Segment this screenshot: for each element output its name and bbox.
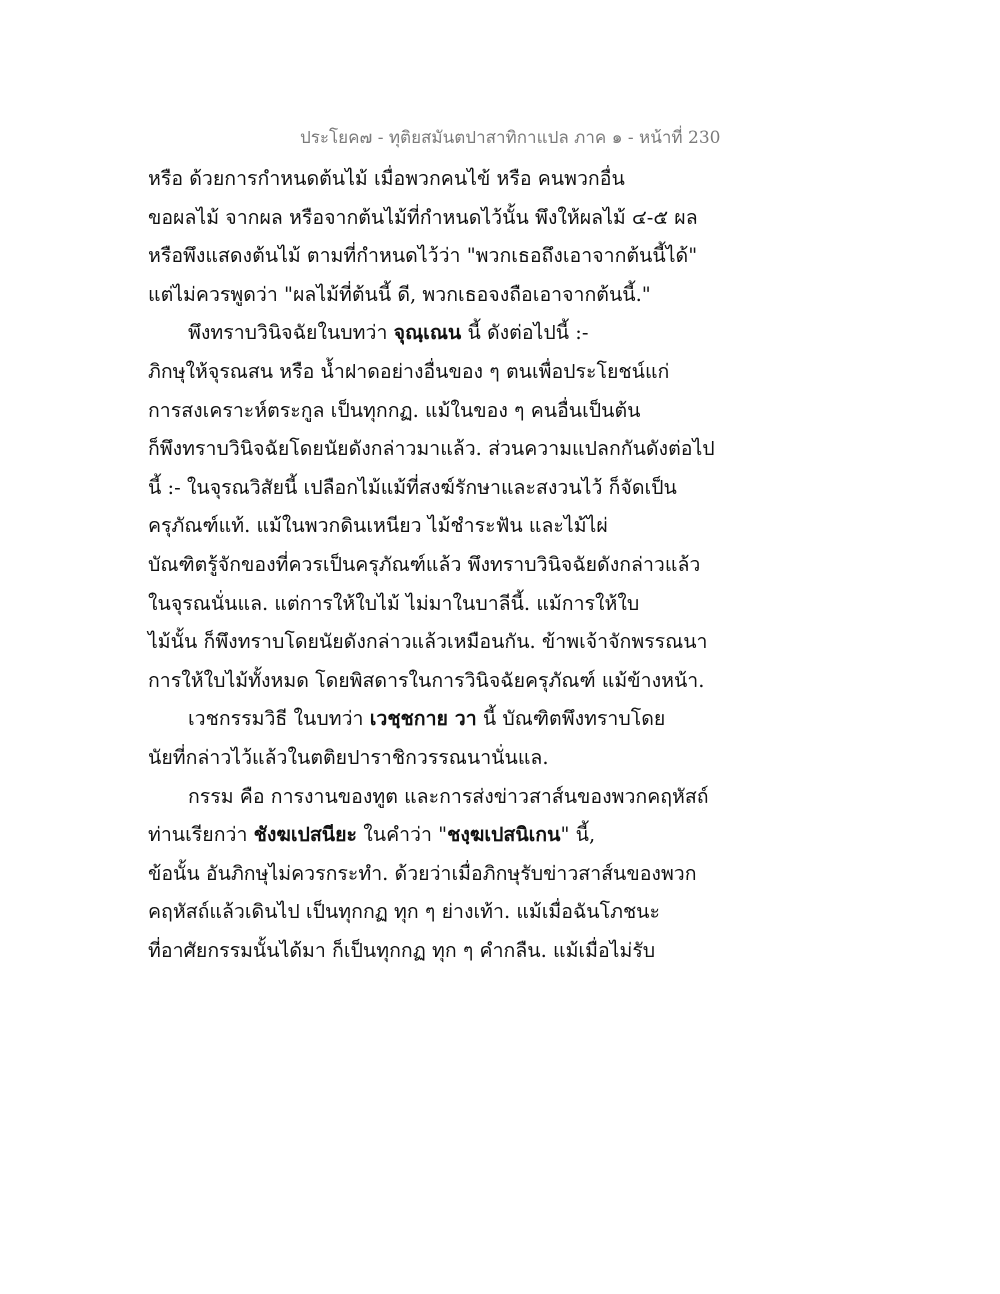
bold-term: ชงฺฆเปสนิเกน bbox=[447, 823, 561, 847]
text-line bbox=[148, 816, 728, 855]
text-segment: ข้อนั้น อันภิกษุไม่ควรกระทำ. ด้วยว่าเมื่อภิกษุรับข่าวสาส์นของพวก bbox=[148, 861, 697, 885]
text-line bbox=[148, 314, 728, 353]
text-segment: ขอผลไม้ จากผล หรือจากต้นไม้ที่กำหนดไว้นั้น พึงให้ผลไม้ ๔-๕ ผล bbox=[148, 205, 698, 229]
text-segment: หรือพึงแสดงต้นไม้ ตามที่กำหนดไว้ว่า "พวกเธอถึงเอาจากต้นนี้ได้" bbox=[148, 244, 698, 268]
text-line bbox=[148, 585, 728, 624]
text-segment: แต่ไม่ควรพูดว่า "ผลไม้ที่ต้นนี้ ดี, พวกเธอจงถือเอาจากต้นนี้." bbox=[148, 282, 651, 306]
bold-term: จุณฺเณน bbox=[393, 321, 462, 345]
text-segment: ไม้นั้น ก็พึงทราบโดยนัยดังกล่าวแล้วเหมือนกัน. ข้าพเจ้าจักพรรณนา bbox=[148, 630, 708, 654]
text-segment: คฤหัสถ์แล้วเดินไป เป็นทุกกฏ ทุก ๆ ย่างเท้า. แม้เมื่อฉันโภชนะ bbox=[148, 900, 660, 924]
text-line bbox=[148, 739, 728, 778]
bold-term: ชังฆเปสนียะ bbox=[253, 823, 358, 847]
text-segment: กรรม คือ การงานของทูต และการส่งข่าวสาส์นของพวกคฤหัสถ์ bbox=[188, 784, 709, 808]
text-segment: ในจุรณนั่นแล. แต่การให้ใบไม้ ไม่มาในบาลีนี้. แม้การให้ใบ bbox=[148, 591, 640, 615]
text-segment: พึงทราบวินิจฉัยในบทว่า bbox=[188, 321, 394, 345]
text-line bbox=[148, 507, 728, 546]
text-line bbox=[148, 662, 728, 701]
running-header: ประโยค๗ - ทุติยสมันตปาสาทิกาแปล ภาค ๑ - หน้าที่ 230 bbox=[300, 128, 721, 148]
text-line bbox=[148, 700, 728, 739]
text-line bbox=[148, 276, 728, 315]
text-line bbox=[148, 237, 728, 276]
text-segment: ภิกษุให้จุรณสน หรือ น้ำฝาดอย่างอื่นของ ๆ ตนเพื่อประโยชน์แก่ bbox=[148, 359, 670, 383]
text-segment: นี้ บัณฑิตพึงทราบโดย bbox=[476, 707, 666, 731]
text-segment: การให้ใบไม้ทั้งหมด โดยพิสดารในการวินิจฉัยครุภัณฑ์ แม้ข้างหน้า. bbox=[148, 668, 705, 692]
text-segment: นัยที่กล่าวไว้แล้วในตติยปาราชิกวรรณนานั่นแล. bbox=[148, 745, 549, 769]
text-segment: นี้ ดังต่อไปนี้ :- bbox=[461, 321, 589, 345]
text-segment: หรือ ด้วยการกำหนดต้นไม้ เมื่อพวกคนไข้ หรือ คนพวกอื่น bbox=[148, 167, 625, 190]
text-segment: เวชกรรมวิธี ในบทว่า bbox=[188, 707, 370, 731]
body-text bbox=[148, 160, 728, 970]
text-line bbox=[148, 623, 728, 662]
text-segment: ท่านเรียกว่า bbox=[148, 823, 254, 847]
text-segment: ที่อาศัยกรรมนั้นได้มา ก็เป็นทุกกฏ ทุก ๆ คำกลืน. แม้เมื่อไม่รับ bbox=[148, 938, 656, 962]
text-segment: บัณฑิตรู้จักของที่ควรเป็นครุภัณฑ์แล้ว พึงทราบวินิจฉัยดังกล่าวแล้ว bbox=[148, 552, 701, 576]
text-line bbox=[148, 469, 728, 508]
text-line bbox=[148, 199, 728, 238]
text-line bbox=[148, 855, 728, 894]
text-line bbox=[148, 430, 728, 469]
text-line bbox=[148, 778, 728, 817]
text-line bbox=[148, 160, 728, 199]
text-line bbox=[148, 392, 728, 431]
text-segment: การสงเคราะห์ตระกูล เป็นทุกกฏ. แม้ในของ ๆ คนอื่นเป็นต้น bbox=[148, 398, 641, 422]
text-line bbox=[148, 546, 728, 585]
text-segment: ครุภัณฑ์แท้. แม้ในพวกดินเหนียว ไม้ชำระฟัน และไม้ไผ่ bbox=[148, 514, 608, 538]
bold-term: เวชฺชกาย วา bbox=[369, 707, 477, 731]
text-line bbox=[148, 932, 728, 971]
text-segment: " นี้, bbox=[560, 823, 596, 847]
text-segment: ก็พึงทราบวินิจฉัยโดยนัยดังกล่าวมาแล้ว. ส่วนความแปลกกันดังต่อไป bbox=[148, 437, 715, 461]
text-line bbox=[148, 893, 728, 932]
text-segment: นี้ :- ในจุรณวิสัยนี้ เปลือกไม้แม้ที่สงฆ์รักษาและสงวนไว้ ก็จัดเป็น bbox=[148, 475, 677, 499]
text-line bbox=[148, 353, 728, 392]
text-segment: ในคำว่า " bbox=[357, 823, 448, 847]
